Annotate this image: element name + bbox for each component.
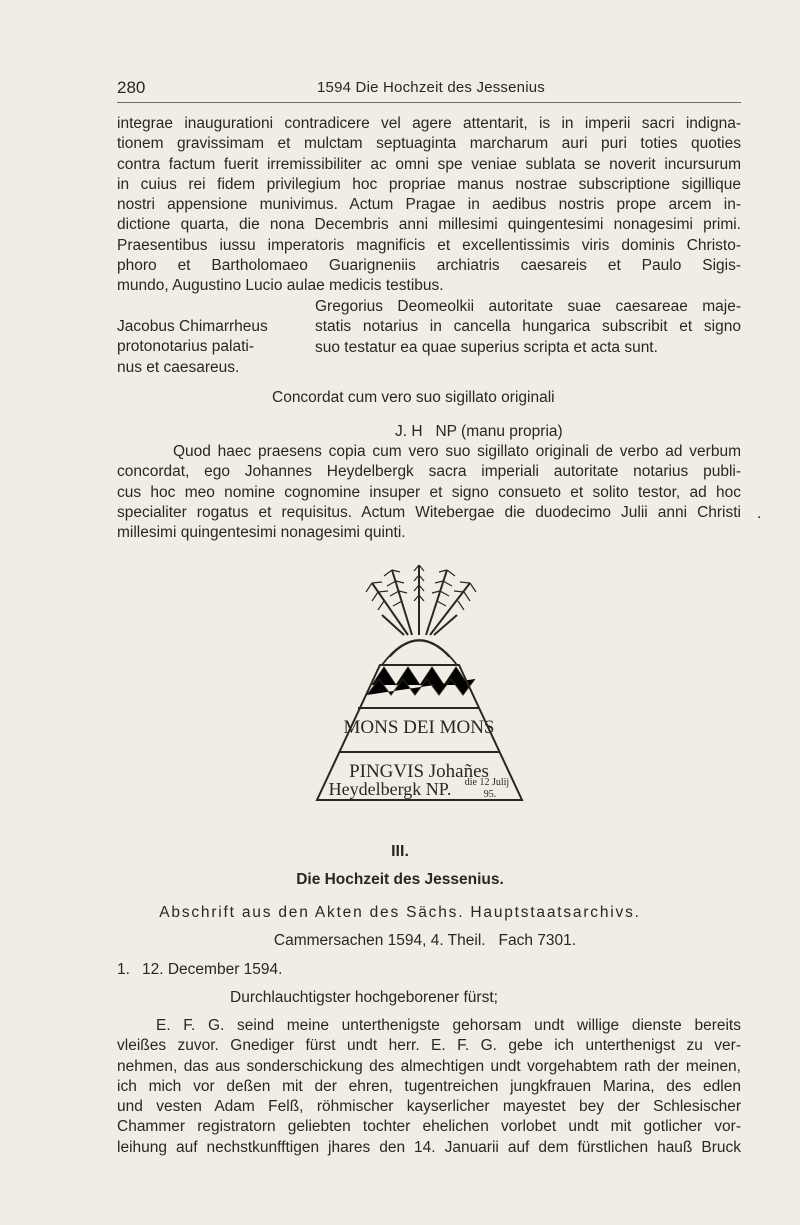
text-line: mundo, Augustino Lucio aulae medicis testibus.	[117, 277, 444, 295]
letter-date: 12. December 1594.	[142, 961, 283, 978]
seal-date-bottom: 95.	[483, 789, 497, 800]
text-line: concordat, ego Johannes Heydelbergk sacra imperiali autoritate notarius publi-	[117, 463, 741, 481]
signature-chimarrheus	[117, 317, 297, 378]
text-line: nus et caesareus.	[117, 358, 240, 376]
letter-body	[117, 1016, 741, 1158]
text-line: nostri appensione munivimus. Actum Pragae in aedibus nostris prope arcem in-	[117, 196, 741, 214]
text-line: protonotarius palati-	[117, 338, 254, 356]
seal-date-top: die 12 Julij	[464, 777, 510, 788]
paragraph-1	[117, 114, 741, 297]
notary-sign	[312, 555, 527, 805]
text-line: leihung auf nechstkunfftigen jhares den 14. Januarii auf dem fürstlichen hauß Bruck	[117, 1138, 741, 1156]
text-line: dictione quarta, die nona Decembris anni millesimi quingentesimi nonagesimi primi.	[117, 216, 741, 234]
text-line: statis notarius in cancella hungarica subscribit et signo	[315, 318, 741, 336]
running-head: 1594 Die Hochzeit des Jessenius	[317, 79, 545, 96]
seal-row-2: PINGVIS Johañes	[349, 761, 489, 782]
concordat-text: Concordat cum vero suo sigillato originali	[272, 389, 555, 406]
text-line: Quod haec praesens copia cum vero suo sigillato originali de verbo ad verbum	[173, 443, 741, 460]
text-line: millesimi quingentesimi nonagesimi quinti.	[117, 524, 406, 542]
source-line-1: Abschrift aus den Akten des Sächs. Hauptstaatsarchivs.	[159, 904, 641, 921]
letter-salutation: Durchlauchtigster hochgeborener fürst;	[230, 989, 498, 1006]
text-line: phoro et Bartholomaeo Guarigneniis archiatris caesareis et Paulo Sigis-	[117, 257, 741, 275]
source-line-2: Cammersachen 1594, 4. Theil. Fach 7301.	[273, 932, 577, 949]
text-line: Jacobus Chimarrheus	[117, 318, 268, 335]
text-line: in cuius rei fidem privilegium hoc propriae manus nostrae subscriptione sigillique	[117, 175, 741, 193]
text-line: suo testatur ea quae superius scripta et acta sunt.	[315, 338, 658, 356]
page-header	[117, 78, 741, 103]
section-number: III.	[391, 843, 409, 860]
text-line: cus hoc meo nomine cognomine insuper et signo consueto et solito testor, ad hoc	[117, 483, 741, 501]
text-line: tionem gravissimam et mulctam septuaginta marcharum auri puri toties quoties	[117, 135, 741, 153]
text-line: specialiter rogatus et requisitus. Actum Witebergae die duodecimo Julii anni Christi	[117, 503, 741, 521]
paragraph-2	[117, 442, 741, 543]
notary-sign-drawing	[312, 555, 527, 805]
signature-deomeolkii	[315, 297, 741, 358]
text-line: nehmen, das aus sonderschickung des almechtigen undt vorgehabtem rath der meinen,	[117, 1057, 741, 1075]
seal-row-1: MONS DEI MONS	[343, 717, 495, 738]
text-line: E. F. G. seind meine unterthenigste gehorsam undt willige dienste bereits	[156, 1017, 741, 1034]
page-number: 280	[117, 78, 146, 97]
text-line: ich mich vor deßen mit der ehren, tugentreichen jungkfrauen Marina, des edlen	[117, 1077, 741, 1095]
text-line: vleißes zuvor. Gnediger fürst undt herr. E. F. G. gebe ich unterthenigst zu ver-	[117, 1037, 741, 1055]
text-line: Praesentibus iussu imperatoris magnificis et excellentissimis viris dominis Christo-	[117, 236, 741, 254]
text-line: Chammer registratorn geliebten tochter ehelichen vorlobet undt mit gotlicher vor-	[117, 1118, 741, 1136]
text-line: und vesten Adam Felß, röhmischer kayserlicher mayestet bey der Schlesischer	[117, 1098, 741, 1116]
text-line: Gregorius Deomeolkii autoritate suae caesareae maje-	[315, 298, 741, 315]
text-line: contra factum fuerit irremissibiliter ac omni spe veniae sublata se noverit incursurum	[117, 155, 741, 173]
section-title: Die Hochzeit des Jessenius.	[296, 871, 504, 888]
concordat-line	[272, 388, 555, 408]
notary-mark-line	[395, 422, 563, 442]
notary-mark-text: J. H NP (manu propria)	[395, 423, 563, 440]
text-line: integrae inaugurationi contradicere vel agere attentarit, is in imperii sacri indigna-	[117, 115, 741, 132]
margin-mark: .	[757, 505, 762, 522]
seal-row-3: Heydelbergk NP.	[328, 779, 452, 799]
letter-number: 1.	[117, 961, 130, 978]
